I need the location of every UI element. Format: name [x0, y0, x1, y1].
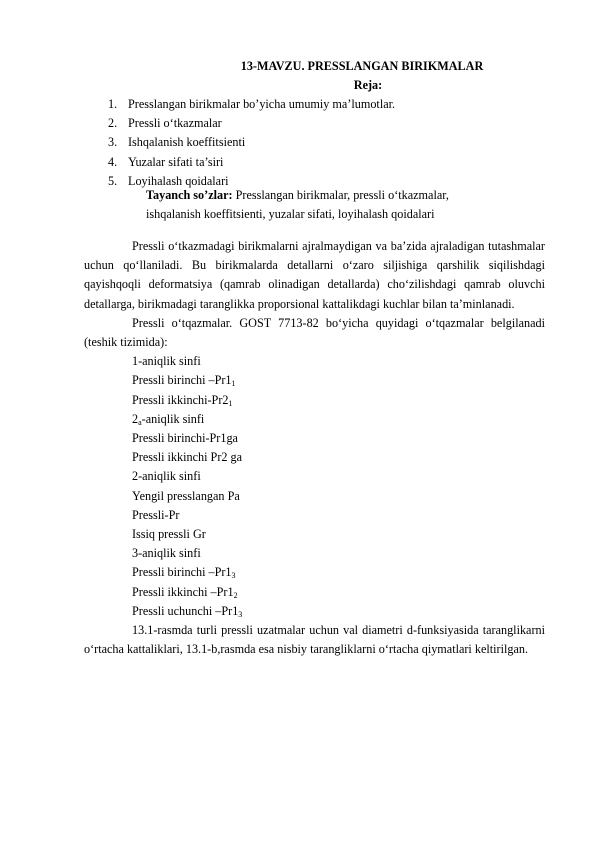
fit-text: Pressli ikkinchi –Pr1 [132, 584, 234, 599]
fit-item [132, 429, 545, 448]
plan-item [108, 153, 395, 172]
fit-subscript: a [138, 417, 142, 427]
fit-subscript: 3 [231, 571, 236, 581]
fit-subscript: 1 [228, 398, 233, 408]
document-body [84, 237, 545, 659]
plan-item-text: Loyihalash qoidalari [128, 173, 229, 188]
plan-item-text: Pressli o‘tkazmalar [128, 116, 222, 131]
keywords-block [146, 186, 546, 224]
fit-text: Yengil presslangan Pa [132, 488, 240, 503]
fit-text: 1-aniqlik sinfi [132, 354, 201, 369]
paragraph: Pressli o‘tqazmalar. GOST 7713-82 bo‘yicha quyidagi o‘tqazmalar belgilanadi (teshik tizimida): [84, 315, 545, 350]
plan-item-text: Presslangan birikmalar bo’yicha umumiy ma’lumotlar. [128, 97, 396, 111]
fit-text: Pressli birinchi –Pr1 [132, 373, 232, 388]
fit-text: 2 [132, 411, 139, 426]
fit-text: Pressli-Pr [132, 507, 180, 522]
fit-item [132, 371, 545, 390]
page-title: 13-MAVZU. PRESSLANGAN BIRIKMALAR [240, 59, 484, 73]
keywords-text: Presslangan birikmalar, pressli o‘tkazmalar, [232, 188, 449, 202]
plan-item-number: 3. [108, 135, 118, 150]
fit-subscript: 1 [231, 379, 236, 389]
fit-text: 3-aniqlik sinfi [132, 546, 201, 561]
fit-item [132, 506, 545, 525]
plan-item-text: Ishqalanish koeffitsienti [128, 135, 246, 150]
fit-item [132, 525, 545, 544]
fits-list [84, 352, 545, 621]
fit-text: Issiq pressli Gr [132, 527, 206, 542]
fit-text: Pressli birinchi –Pr1 [132, 565, 232, 580]
plan-item-number: 4. [108, 154, 118, 169]
fit-item [132, 602, 545, 621]
paragraph: 13.1-rasmda turli pressli uzatmalar uchun val diametri d-funksiyasida taranglikarni o‘rtacha kattaliklari, 13.1-b,rasmda esa nisbiy tarangliklarni o‘rtacha qiymatlari keltirilgan. [84, 623, 545, 657]
plan-item [108, 95, 395, 114]
fit-text: Pressli ikkinchi-Pr2 [132, 392, 229, 407]
keywords-line [146, 186, 546, 205]
fit-item [132, 391, 545, 410]
fit-text: Pressli uchunchi –Pr1 [132, 603, 239, 618]
keywords-line: ishqalanish koeffitsienti, yuzalar sifati, loyihalash qoidalari [146, 207, 435, 222]
fit-text: 2-aniqlik sinfi [132, 469, 201, 484]
fit-item [132, 410, 545, 429]
plan-item-number: 1. [108, 97, 118, 111]
fit-item [132, 583, 545, 602]
plan-heading: Reja: [353, 78, 383, 92]
plan-item [108, 133, 395, 152]
fit-text-tail: -aniqlik sinfi [141, 411, 205, 426]
fit-item [132, 467, 545, 486]
paragraph: Pressli o‘tkazmadagi birikmalarni ajralmaydigan va ba’zida ajraladigan tutashmalar uchun qo‘llaniladi. Bu birikmalarda detallarni o‘zaro siljishiga qarshilik siqilishdagi qayishqoqli deformatsiya (qamrab olinadigan detallarda) cho‘zilishdagi qamrab oluvchi detallarga, birikmadagi taranglikka proporsional kattalikdagi kuchlar bilan ta’minlanadi. [84, 239, 545, 311]
fit-item [132, 563, 545, 582]
fit-item [132, 448, 545, 467]
plan-item-number: 2. [108, 116, 118, 131]
fit-text: Pressli birinchi-Pr1ga [132, 431, 238, 446]
plan-item-number: 5. [108, 173, 118, 188]
fit-item [132, 487, 545, 506]
plan-item [108, 114, 395, 133]
keywords-label: Tayanch so’zlar: [146, 188, 233, 202]
fit-text: Pressli ikkinchi Pr2 ga [132, 450, 243, 465]
fit-item [132, 544, 545, 563]
plan-item-text: Yuzalar sifati ta’siri [128, 154, 224, 169]
fit-subscript: 3 [238, 609, 243, 619]
fit-item [132, 352, 545, 371]
fit-subscript: 2 [233, 590, 238, 600]
plan-list [108, 95, 395, 191]
